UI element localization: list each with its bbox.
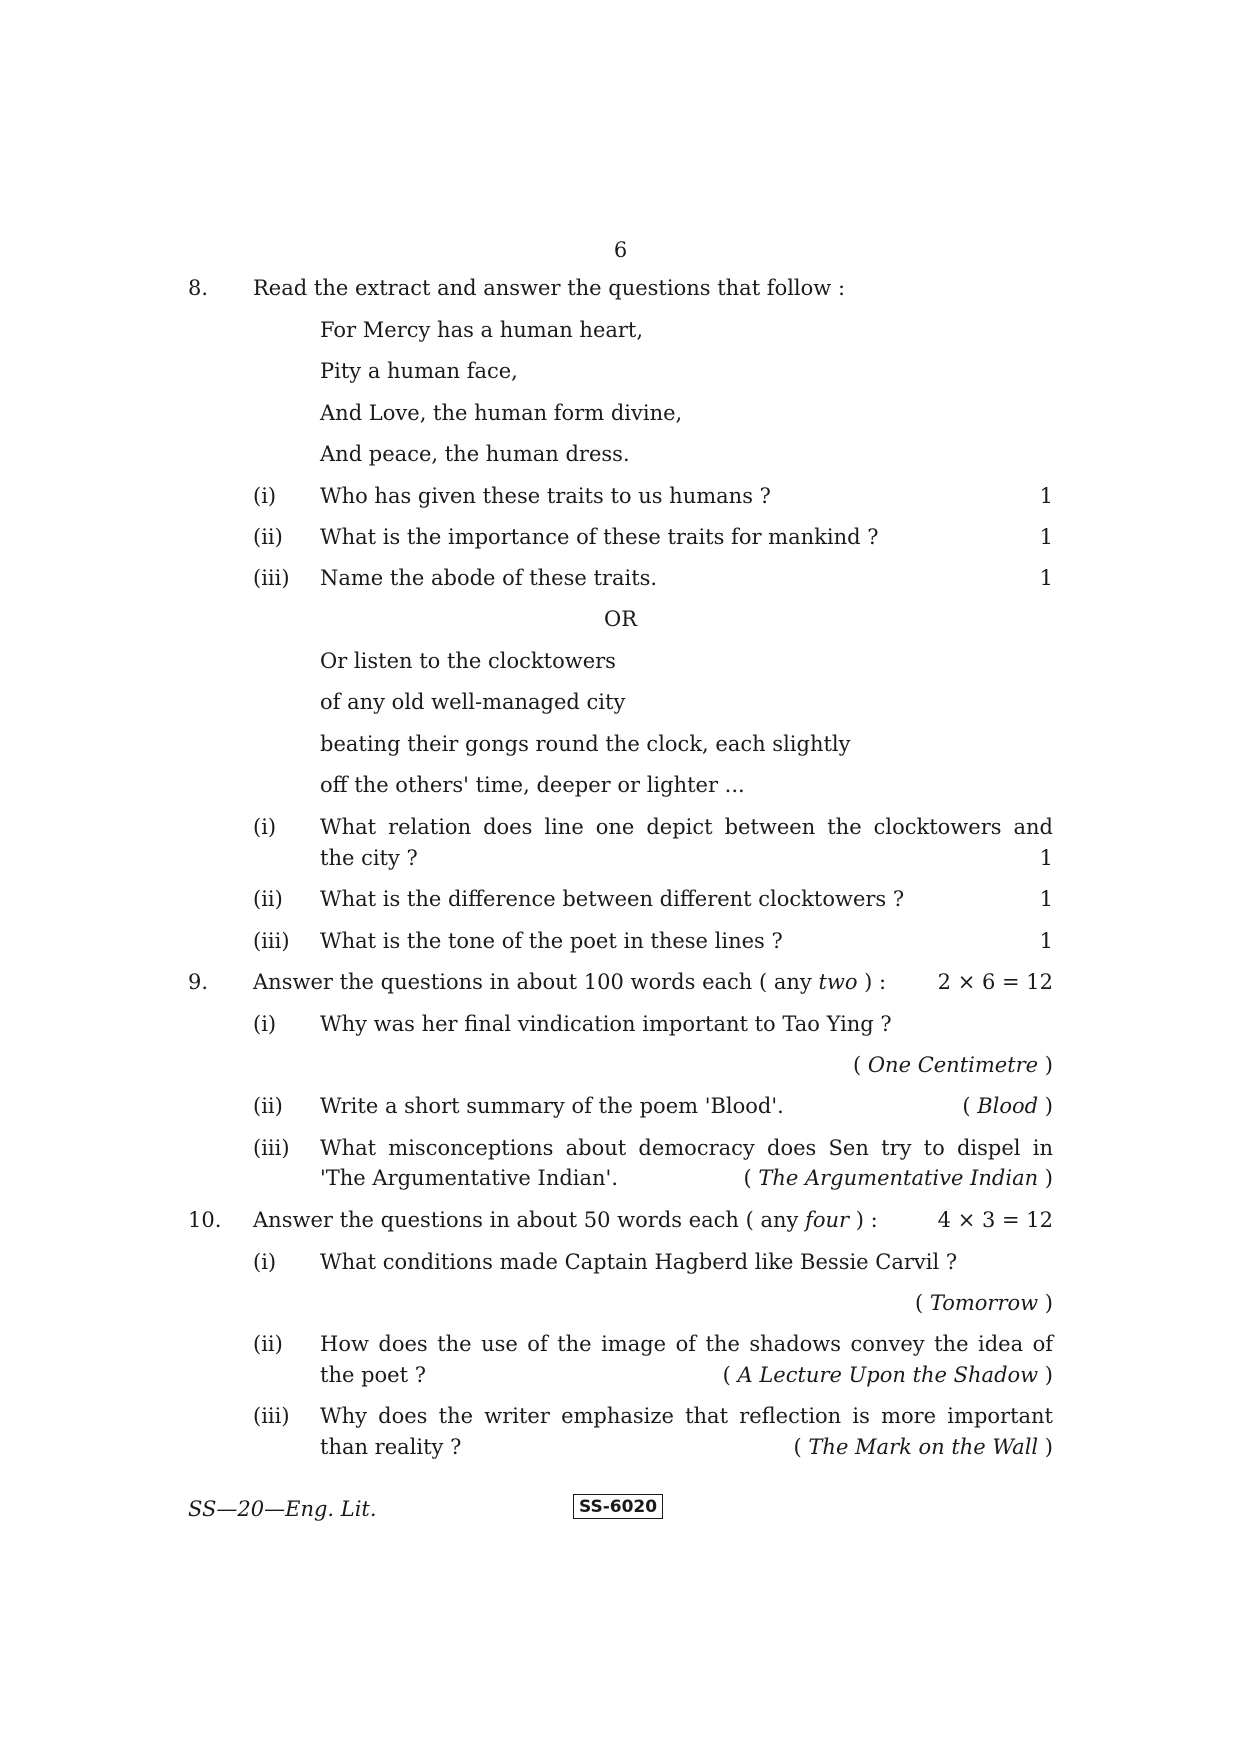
paren: ) [1038,1094,1053,1118]
paren: ( [722,1363,738,1387]
source-title: One Centimetre [867,1053,1039,1077]
instruction-emphasis: two [818,970,858,994]
subquestion-label: (i) [253,1250,277,1274]
subquestion-text-continued [320,1434,1053,1461]
question-8-number: 8. [188,276,209,300]
paren: ( [743,1166,759,1190]
question-10-instruction-row [253,1207,1053,1234]
instruction-text: ) : [857,970,887,994]
subquestion-text: Why was her final vindication important to Tao Ying ? [320,1012,892,1036]
mark: 1 [1039,846,1053,870]
subquestion-text-continued [320,845,1053,872]
extract-2-line: of any old well-managed city [320,690,626,714]
subquestion-label: (i) [253,1012,277,1036]
extract-1-line: And Love, the human form divine, [320,401,683,425]
subquestion-label: (ii) [253,525,283,549]
or-separator: OR [603,607,638,631]
subquestion-text: What is the importance of these traits for mankind ? [320,525,879,549]
question-10-marks: 4 × 3 = 12 [937,1208,1053,1232]
question-9-marks: 2 × 6 = 12 [937,970,1053,994]
source-reference [962,1093,1053,1120]
subquestion-label: (iii) [253,566,290,590]
subquestion-label: (ii) [253,887,283,911]
subquestion-text: What is the difference between different clocktowers ? [320,887,905,911]
subquestion-label: (ii) [253,1094,283,1118]
question-8-instruction: Read the extract and answer the questions that follow : [253,276,846,300]
extract-2-line: beating their gongs round the clock, each slightly [320,732,851,756]
paren: ) [1038,1435,1053,1459]
source-reference [853,1052,1053,1079]
source-reference [794,1434,1053,1461]
mark: 1 [1039,484,1053,508]
instruction-text: Answer the questions in about 50 words each ( any [253,1208,806,1232]
paren: ) [1038,1053,1053,1077]
source-reference [915,1290,1053,1317]
source-title: Blood [977,1094,1039,1118]
mark: 1 [1039,525,1053,549]
subquestion-text: What conditions made Captain Hagberd like Bessie Carvil ? [320,1250,958,1274]
subquestion-label: (iii) [253,1404,290,1428]
question-10-number: 10. [188,1208,222,1232]
extract-1-line: Pity a human face, [320,359,518,383]
paren: ( [962,1094,978,1118]
paren: ) [1038,1363,1053,1387]
extract-2-line: Or listen to the clocktowers [320,649,616,673]
question-10-instruction [253,1207,878,1234]
subquestion-text: What is the tone of the poet in these lines ? [320,929,783,953]
paren: ) [1038,1291,1053,1315]
subquestion-text: the city ? [320,846,418,870]
subquestion-label: (ii) [253,1332,283,1356]
subquestion-text: Name the abode of these traits. [320,566,658,590]
instruction-text: Answer the questions in about 100 words each ( any [253,970,819,994]
subquestion-label: (iii) [253,929,290,953]
footer-paper-code: SS—20—Eng. Lit. [188,1497,377,1521]
mark: 1 [1039,566,1053,590]
source-title: The Argumentative Indian [758,1166,1039,1190]
subquestion-label: (iii) [253,1136,290,1160]
subquestion-text: Write a short summary of the poem 'Blood'. [320,1094,784,1118]
extract-1-line: For Mercy has a human heart, [320,318,644,342]
subquestion-text: What relation does line one depict between the clocktowers and [320,815,1053,839]
question-9-instruction-row [253,969,1053,996]
source-title: The Mark on the Wall [808,1435,1039,1459]
instruction-emphasis: four [805,1208,850,1232]
subquestion-text: 'The Argumentative Indian'. [320,1166,618,1190]
subquestion-text: than reality ? [320,1435,462,1459]
subquestion-label: (i) [253,484,277,508]
paren: ) [1038,1166,1053,1190]
question-9-number: 9. [188,970,209,994]
mark: 1 [1039,887,1053,911]
subquestion-text-continued [320,1165,1053,1192]
subquestion-text: Why does the writer emphasize that reflection is more important [320,1404,1053,1428]
source-title: A Lecture Upon the Shadow [737,1363,1039,1387]
subquestion-text: How does the use of the image of the shadows convey the idea of [320,1332,1053,1356]
source-reference [743,1165,1053,1192]
paren: ( [914,1291,930,1315]
source-reference [723,1362,1053,1389]
mark: 1 [1039,929,1053,953]
page-number: 6 [613,238,628,262]
footer-series-code: SS-6020 [573,1494,663,1519]
subquestion-label: (i) [253,815,277,839]
source-title: Tomorrow [929,1291,1039,1315]
paren: ( [793,1435,809,1459]
subquestion-text: Who has given these traits to us humans ? [320,484,771,508]
subquestion-text: What misconceptions about democracy does Sen try to dispel in [320,1136,1053,1160]
question-9-instruction [253,969,886,996]
extract-2-line: off the others' time, deeper or lighter ... [320,773,745,797]
extract-1-line: And peace, the human dress. [320,442,630,466]
paren: ( [852,1053,868,1077]
instruction-text: ) : [849,1208,878,1232]
subquestion-text-continued [320,1362,1053,1389]
subquestion-text: the poet ? [320,1363,426,1387]
